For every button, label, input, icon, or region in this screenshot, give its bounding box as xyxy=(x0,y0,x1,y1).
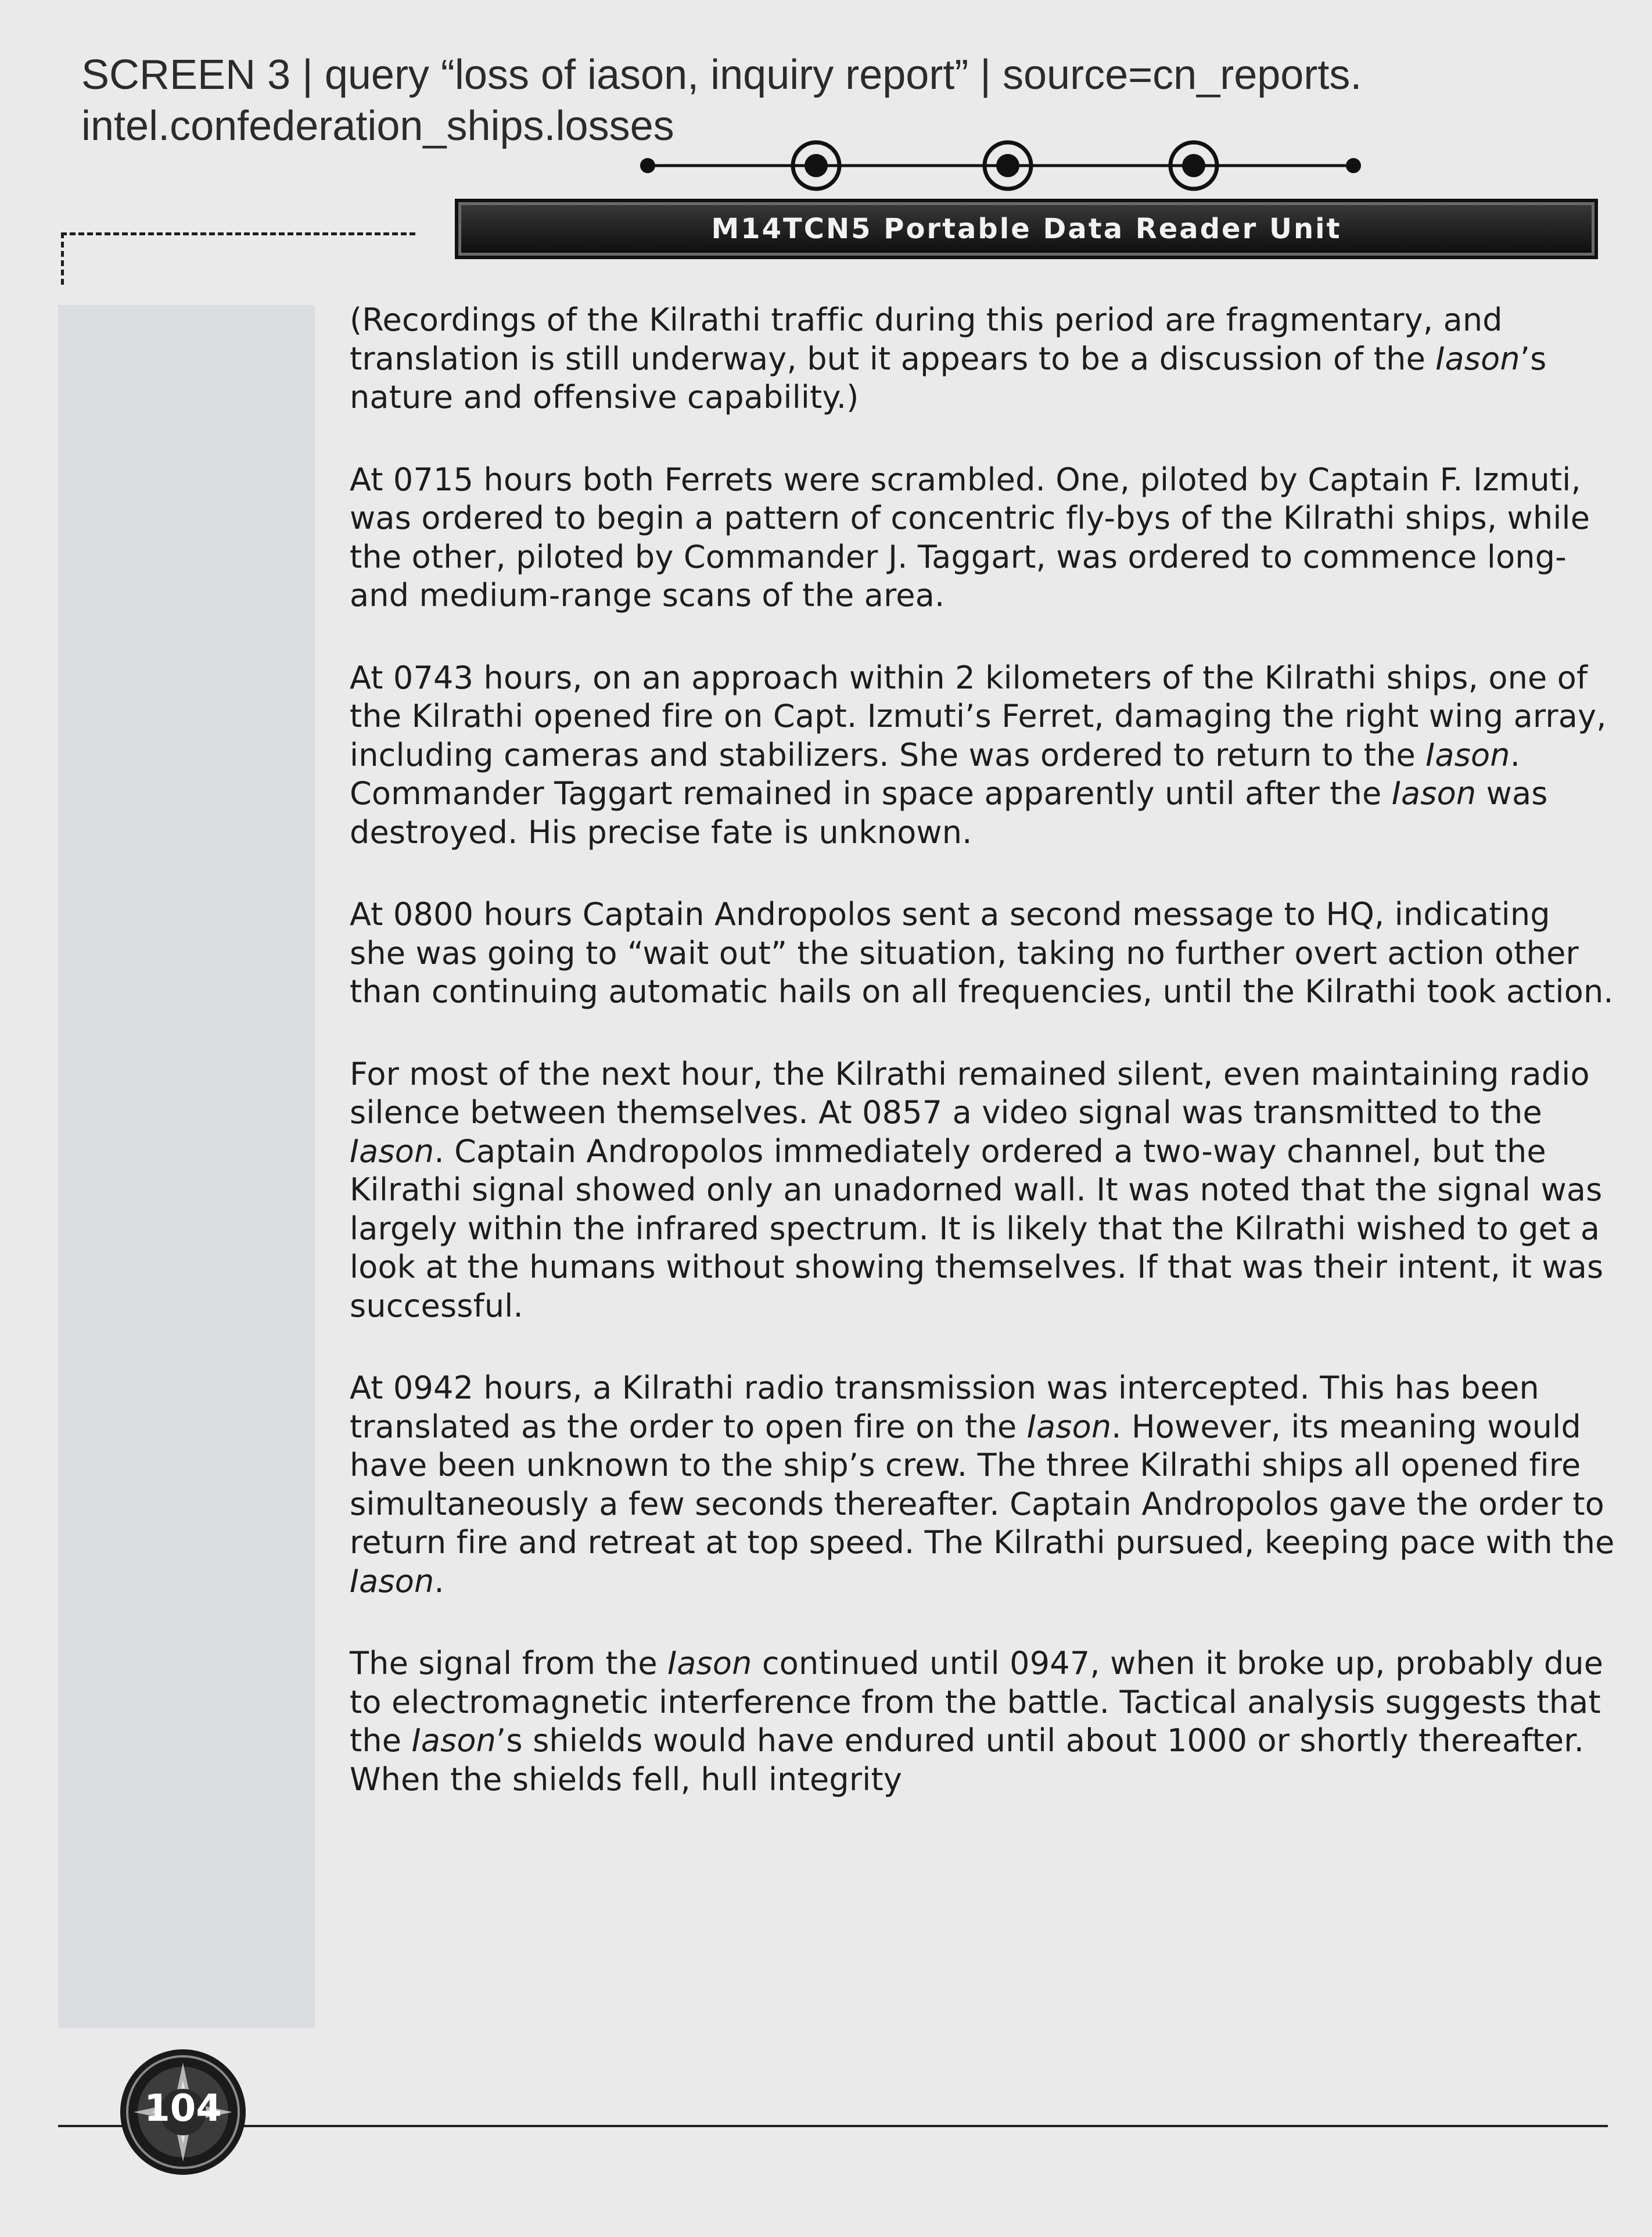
text-run: . Captain Andropolos immediately ordered a two-way channel, but the Kilrathi signal showed only an unadorned wall. It was noted that the signal was largely within the infrared spectrum. It is likely that the Kilrathi wished to get a look at the humans without showing themselves. If that was their intent, it was successful. xyxy=(350,1132,1604,1324)
text-run: (Recordings of the Kilrathi traffic during this period are fragmentary, and translation is still underway, but it appears to be a discussion of the xyxy=(350,302,1503,377)
report-paragraph xyxy=(350,659,1616,852)
page-number: 104 xyxy=(144,2087,222,2130)
dashed-frame-top xyxy=(61,232,415,235)
text-run: ’s shields would have endured until about 1000 or shortly thereafter. When the shields fell, hull integrity xyxy=(350,1722,1585,1798)
text-run: For most of the next hour, the Kilrathi remained silent, even maintaining radio silence between themselves. At 0857 a video signal was transmitted to the xyxy=(350,1055,1590,1131)
report-paragraph xyxy=(350,1644,1616,1799)
text-run: . However, its meaning would have been unknown to the ship’s crew. The three Kilrathi ships all opened fire simultaneously a few seconds thereafter. Captain Andropolos gave the order to return fire and retreat at top speed. The Kilrathi pursued, keeping pace with the xyxy=(350,1408,1615,1561)
header-query-line: SCREEN 3 | query “loss of iason, inquiry report” | source=cn_reports. xyxy=(81,52,1362,98)
ship-name-italic: Iason xyxy=(350,1132,434,1170)
banner-title: M14TCN5 Portable Data Reader Unit xyxy=(711,213,1342,245)
header-source-line: intel.confederation_ships.losses xyxy=(81,103,674,149)
ship-name-italic: Iason xyxy=(1026,1408,1112,1445)
report-paragraph xyxy=(350,301,1616,417)
report-paragraph xyxy=(350,1369,1616,1601)
text-run: The signal from the xyxy=(350,1645,668,1682)
text-run: At 0800 hours Captain Andropolos sent a second message to HQ, indicating she was going to “wait out” the situation, taking no further overt action other than continuing automatic hails on all frequencies, until the Kilrathi took action. xyxy=(350,896,1614,1010)
decorative-sidebar xyxy=(58,305,315,2028)
ship-name-italic: Iason xyxy=(667,1645,752,1682)
text-run: was destroyed. His precise fate is unknown. xyxy=(350,775,1548,851)
text-run: At 0715 hours both Ferrets were scrambled. One, piloted by Captain F. Izmuti, was ordered to begin a pattern of concentric fly-bys of the Kilrathi ships, while the other, piloted by Commander J. Taggart, was ordered to commence long- and medium-range scans of the area. xyxy=(350,461,1590,614)
ship-name-italic: Iason xyxy=(1435,340,1520,377)
text-run: continued until 0947, when it broke up, probably due to electromagnetic interference from the battle. Tactical analysis suggests that the xyxy=(350,1645,1604,1759)
text-run: . Commander Taggart remained in space apparently until after the xyxy=(350,736,1521,812)
ship-name-italic: Iason xyxy=(350,1562,434,1600)
report-paragraph xyxy=(350,895,1616,1012)
text-run: ’s nature and offensive capability.) xyxy=(350,340,1547,415)
text-run: At 0942 hours, a Kilrathi radio transmission was intercepted. This has been translated as the order to open fire on the xyxy=(350,1370,1539,1445)
text-run: At 0743 hours, on an approach within 2 kilometers of the Kilrathi ships, one of the Kilrathi opened fire on Capt. Izmuti’s Ferret, damaging the right wing array, including cameras and stabilizers. She was ordered to return to the xyxy=(350,659,1607,773)
footer-rule xyxy=(58,2125,1608,2127)
reader-unit-banner xyxy=(455,199,1598,259)
screen-header xyxy=(81,49,1592,152)
node-connector-graphic xyxy=(633,139,1377,192)
text-run: . xyxy=(434,1562,444,1600)
report-paragraph xyxy=(350,461,1616,615)
ship-name-italic: Iason xyxy=(1391,775,1477,812)
report-body xyxy=(350,301,1616,1842)
dashed-frame-left xyxy=(61,232,64,285)
ship-name-italic: Iason xyxy=(1425,736,1510,773)
report-paragraph xyxy=(350,1055,1616,1326)
ship-name-italic: Iason xyxy=(411,1722,497,1759)
